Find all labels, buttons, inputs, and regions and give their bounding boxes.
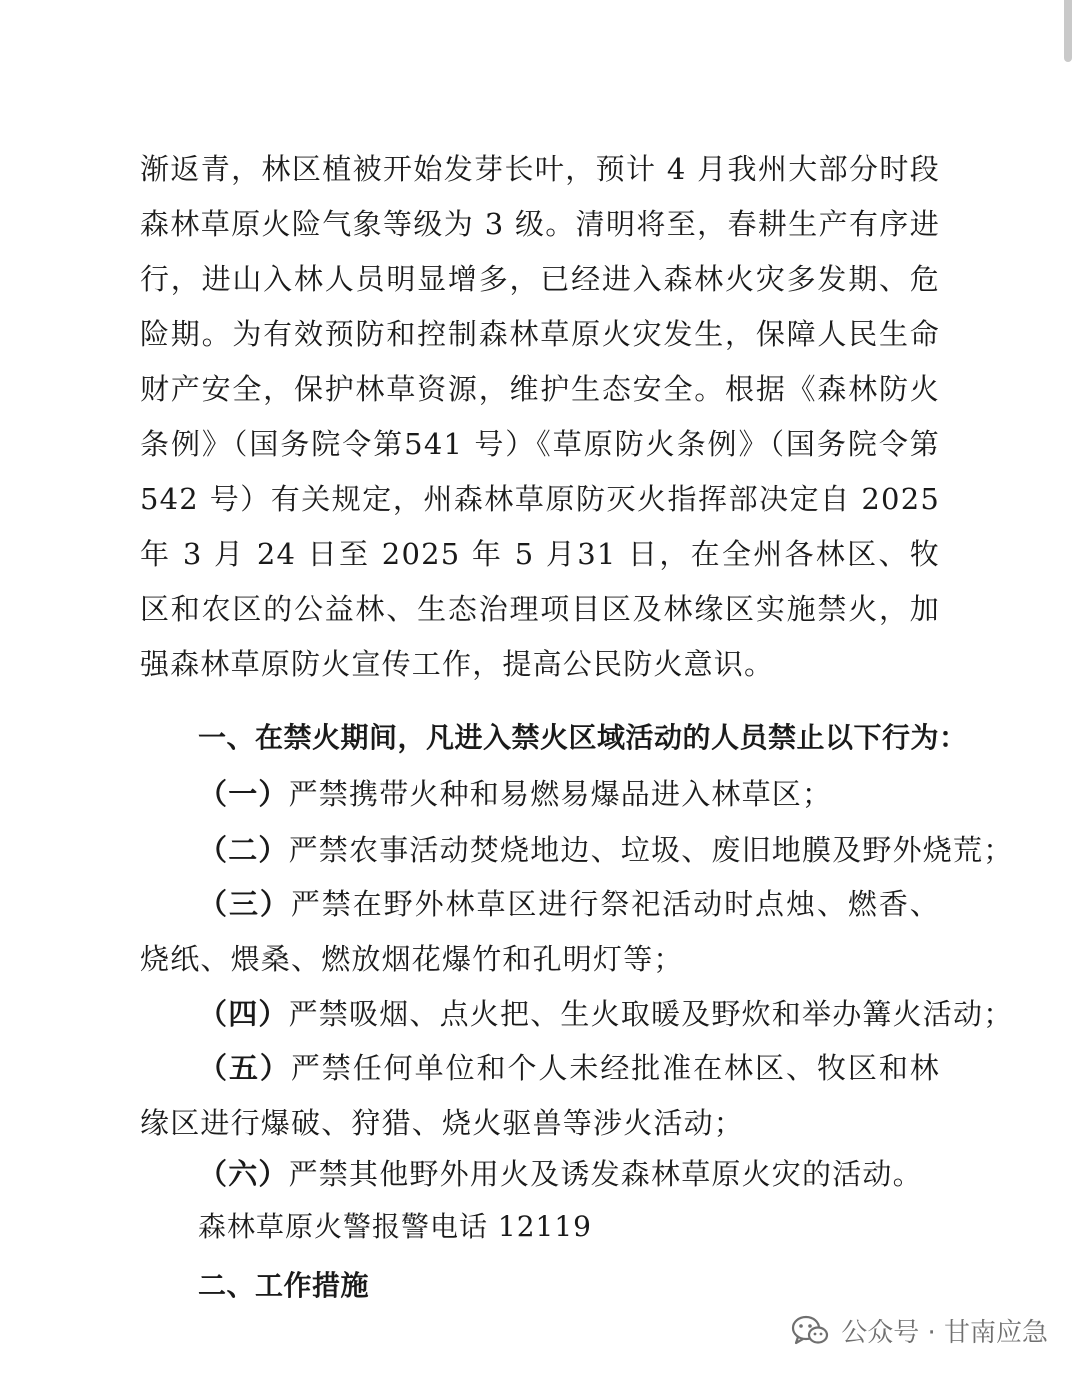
item-text: 严禁携带火种和易燃易爆品进入林草区； bbox=[288, 777, 833, 811]
list-item-5 bbox=[140, 1041, 940, 1151]
list-item-4 bbox=[198, 987, 1013, 1042]
item-number: （三） bbox=[198, 887, 291, 921]
item-number: （五） bbox=[198, 1051, 291, 1085]
item-number: （六） bbox=[198, 1157, 289, 1191]
list-item-1 bbox=[198, 767, 832, 822]
watermark-label: 公众号 · 甘南应急 bbox=[841, 1318, 1048, 1348]
wechat-icon bbox=[791, 1315, 829, 1347]
section2-heading: 二、工作措施 bbox=[198, 1269, 370, 1302]
fire-hotline: 森林草原火警报警电话 12119 bbox=[198, 1210, 592, 1243]
list-item-3 bbox=[140, 877, 940, 987]
item-text: 严禁吸烟、点火把、生火取暖及野炊和举办篝火活动； bbox=[288, 997, 1014, 1031]
item-text: 严禁在野外林草区进行祭祀活动时点烛、燃香、烧纸、煨桑、燃放烟花爆竹和孔明灯等； bbox=[140, 887, 940, 976]
item-text: 严禁农事活动焚烧地边、垃圾、废旧地膜及野外烧荒； bbox=[288, 833, 1014, 867]
intro-paragraph: 渐返青，林区植被开始发芽长叶，预计 4 月我州大部分时段森林草原火险气象等级为 3 级。清明将至，春耕生产有序进行，进山入林人员明显增多，已经进入森林火灾多发期、危险期。为有效预防和控制森林草原火灾发生，保障人民生命财产安全，保护林草资源，维护生态安全。根据《森林防火条例》（国务院令第541 号）《草原防火条例》（国务院令第 542 号）有关规定，州森林草原防灭火指挥部决定自 2025 年 3 月 24 日至 2025 年 5 月31 日，在全州各林区、牧区和农区的公益林、生态治理项目区及林缘区实施禁火，加强森林草原防火宣传工作，提高公民防火意识。 bbox=[140, 152, 940, 681]
list-item-2 bbox=[198, 823, 1013, 878]
item-number: （四） bbox=[198, 997, 289, 1031]
section1-heading: 一、在禁火期间，凡进入禁火区域活动的人员禁止以下行为： bbox=[198, 721, 968, 754]
list-item-6 bbox=[198, 1147, 923, 1202]
wechat-watermark bbox=[791, 1312, 1048, 1349]
item-text: 严禁任何单位和个人未经批准在林区、牧区和林缘区进行爆破、狩猎、烧火驱兽等涉火活动； bbox=[140, 1051, 940, 1140]
document-body bbox=[140, 142, 940, 692]
item-text: 严禁其他野外用火及诱发森林草原火灾的活动。 bbox=[288, 1157, 923, 1191]
item-number: （二） bbox=[198, 833, 289, 867]
item-number: （一） bbox=[198, 777, 289, 811]
scrollbar[interactable] bbox=[1064, 0, 1072, 62]
